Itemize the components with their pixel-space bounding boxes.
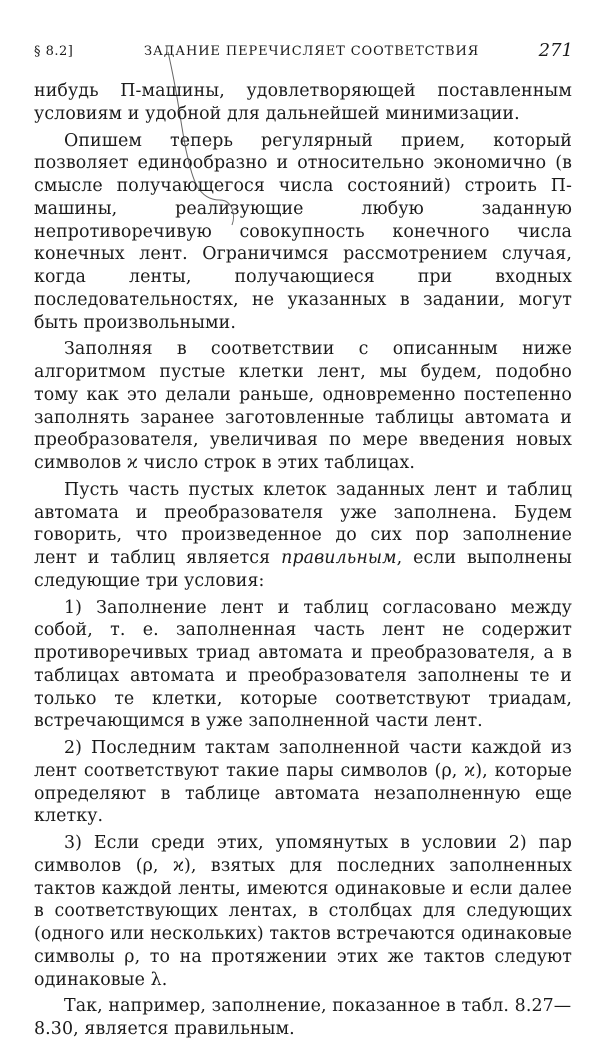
paragraph-filling-algorithm: Заполняя в соответствии с описанным ниже алгоритмом пустые клетки лент, мы будем, подобно тому как это делали раньше, одновременно постепенно заполнять заранее заготовленные таблицы автомата и преобразователя, увеличивая по мере введения новых символов ϰ число строк в этих таблицах.: [34, 339, 572, 473]
condition-1: 1) Заполнение лент и таблиц согласовано между собой, т. е. заполненная часть лент не содержит противоречивых триад автомата и преобразователя, а в таблицах автомата и преобразователя заполнены те и только те клетки, которые соответствуют триадам, встречающимся в уже заполненной части лент.: [34, 597, 572, 732]
condition-2: 2) Последним тактам заполненной части каждой из лент соответствуют такие пары символов (ρ, ϰ), которые определяют в таблице автомата незаполненную еще клетку.: [34, 738, 572, 827]
paragraph-correct-definition: [34, 479, 572, 593]
paragraph-continuation: нибудь П-машины, удовлетворяющей поставленным условиям и удобной для дальнейшей минимизации.: [34, 81, 572, 124]
example-line-1: Так, например, заполнение, показанное в табл. 8.27—: [64, 996, 572, 1017]
example-line-2: 8.30, является правильным.: [34, 1019, 295, 1039]
definition-text-end: , если выполнены следующие три условия:: [34, 548, 572, 591]
paragraph-regular-method: Опишем теперь регулярный прием, который позволяет единообразно и относительно экономично (в смысле получающегося числа состояний) строить П-машины, реализующие любую заданную непротиворечивую совокупность конечного числа конечных лент. Ограничимся рассмотрением случая, когда ленты, получающиеся при входных последовательностях, не указанных в задании, могут быть произвольными.: [34, 130, 572, 333]
running-header: [34, 40, 573, 64]
running-title: ЗАДАНИЕ ПЕРЕЧИСЛЯЕТ СООТВЕТСТВИЯ: [144, 44, 480, 59]
body-text: [34, 80, 572, 1041]
section-reference: § 8.2]: [34, 44, 74, 59]
page-number: 271: [538, 40, 573, 61]
condition-3: 3) Если среди этих, упомянутых в условии 2) пар символов (ρ, ϰ), взятых для последних заполненных тактов каждой ленты, имеются одинаковые и если далее в соответствующих лентах, в столбцах для следующих (одного или нескольких) тактов встречаются одинаковые символы ρ, то на протяжении этих же тактов следуют одинаковые λ.: [34, 833, 572, 990]
definition-text-start: Пусть часть пустых клеток заданных лент и таблиц автомата и преобразователя уже заполнена. Будем говорить, что произведенное до сих пор заполнение лент и таблиц является: [34, 479, 572, 568]
emphasized-term: правильным: [281, 548, 397, 568]
paragraph-example: [34, 995, 572, 1041]
